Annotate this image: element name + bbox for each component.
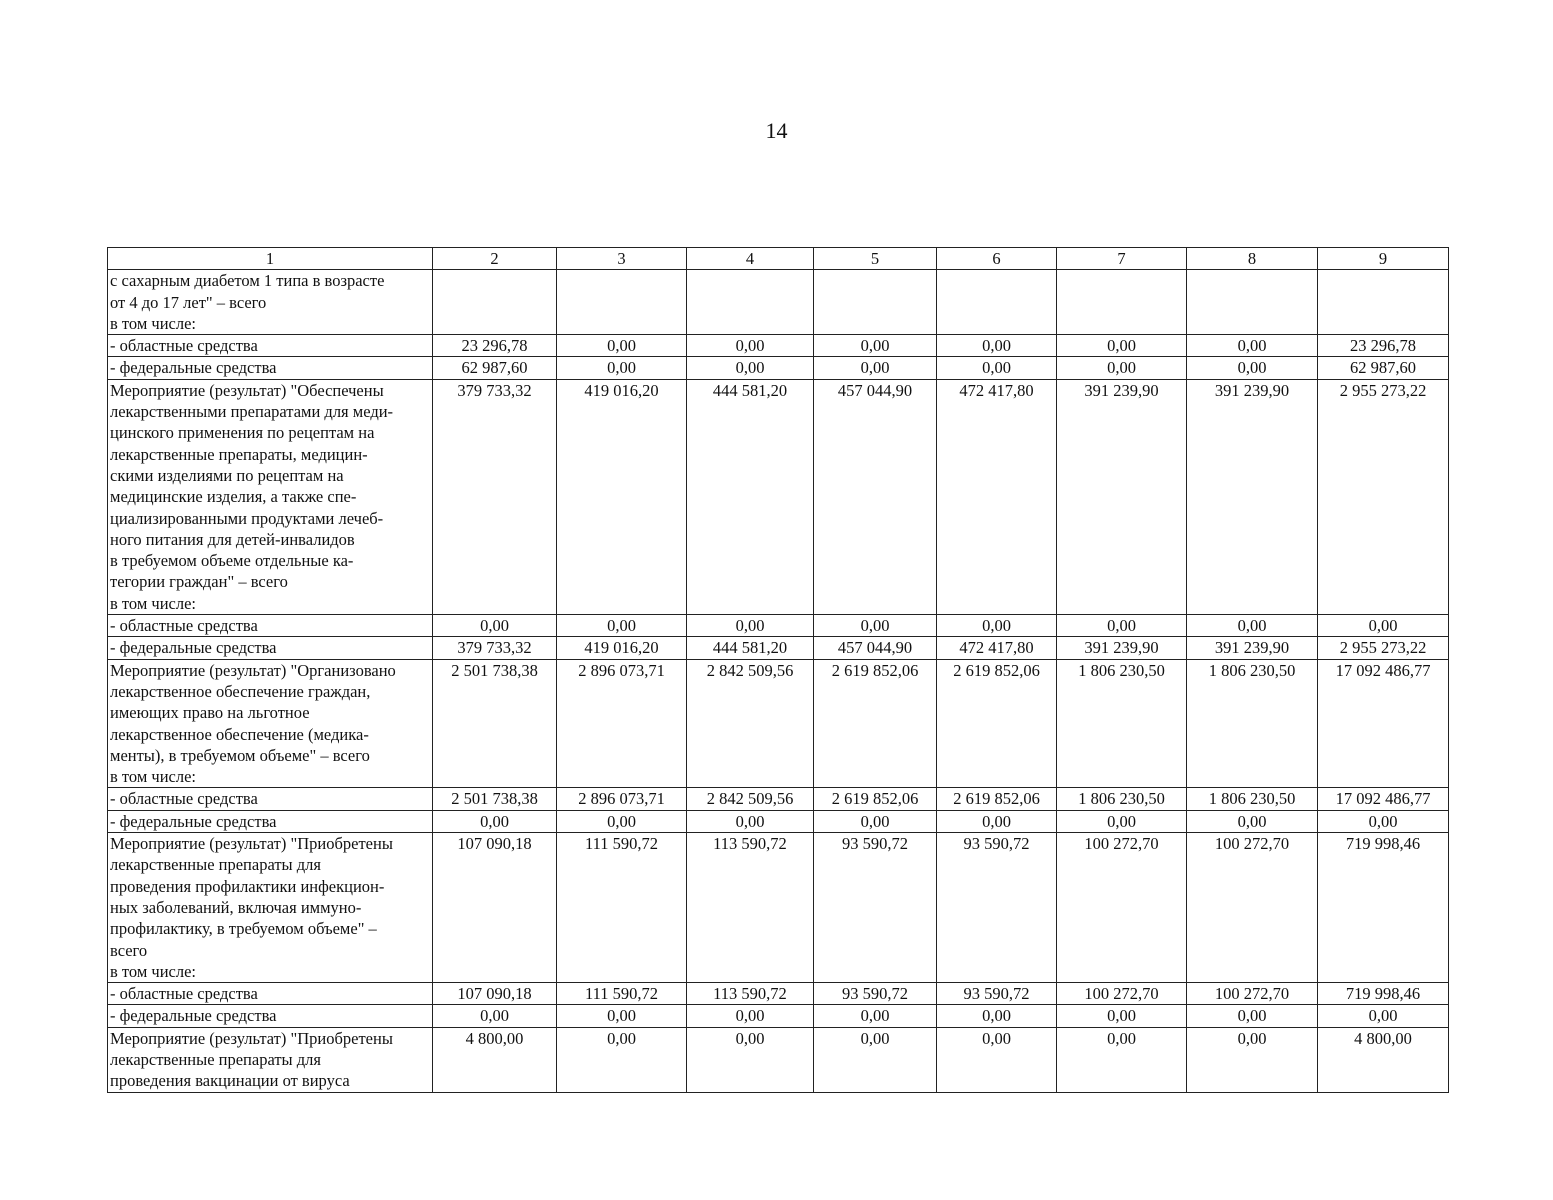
row-label: - федеральные средства (108, 1005, 433, 1027)
value-cell: 0,00 (1057, 357, 1187, 379)
value-cell: 0,00 (433, 1005, 557, 1027)
value-cell: 100 272,70 (1187, 983, 1318, 1005)
row-label: - областные средства (108, 983, 433, 1005)
value-cell: 0,00 (1187, 1005, 1318, 1027)
value-cell: 111 590,72 (557, 833, 687, 983)
value-cell (937, 270, 1057, 335)
value-cell: 2 619 852,06 (814, 659, 937, 788)
value-cell: 23 296,78 (433, 335, 557, 357)
column-number-cell: 8 (1187, 248, 1318, 270)
value-cell: 100 272,70 (1057, 983, 1187, 1005)
value-cell: 0,00 (937, 810, 1057, 832)
value-cell: 2 842 509,56 (687, 659, 814, 788)
value-cell (1187, 270, 1318, 335)
column-number-cell: 3 (557, 248, 687, 270)
value-cell: 0,00 (557, 810, 687, 832)
table-row (108, 1005, 1449, 1027)
value-cell: 0,00 (1187, 810, 1318, 832)
table-row (108, 983, 1449, 1005)
value-cell (557, 270, 687, 335)
row-label: - федеральные средства (108, 810, 433, 832)
value-cell: 93 590,72 (937, 833, 1057, 983)
value-cell: 2 501 738,38 (433, 788, 557, 810)
value-cell: 62 987,60 (433, 357, 557, 379)
value-cell: 4 800,00 (433, 1027, 557, 1092)
value-cell: 719 998,46 (1318, 983, 1449, 1005)
value-cell: 0,00 (937, 357, 1057, 379)
row-label: Мероприятие (результат) "Организовано лекарственное обеспечение граждан, имеющих право на льготное лекарственное обеспечение (медика- менты), в требуемом объеме" – всего в том числе: (108, 659, 433, 788)
value-cell: 0,00 (1057, 1027, 1187, 1092)
value-cell: 0,00 (687, 1005, 814, 1027)
table-row (108, 357, 1449, 379)
value-cell: 0,00 (937, 1027, 1057, 1092)
value-cell: 457 044,90 (814, 637, 937, 659)
column-number-cell: 6 (937, 248, 1057, 270)
value-cell: 100 272,70 (1057, 833, 1187, 983)
value-cell: 0,00 (814, 810, 937, 832)
budget-table-container (107, 247, 1448, 1093)
value-cell: 0,00 (814, 1027, 937, 1092)
value-cell: 2 955 273,22 (1318, 637, 1449, 659)
value-cell: 0,00 (557, 1005, 687, 1027)
value-cell (814, 270, 937, 335)
value-cell: 0,00 (557, 1027, 687, 1092)
value-cell: 62 987,60 (1318, 357, 1449, 379)
value-cell: 0,00 (1187, 1027, 1318, 1092)
column-number-cell: 4 (687, 248, 814, 270)
value-cell: 0,00 (1057, 335, 1187, 357)
value-cell: 419 016,20 (557, 379, 687, 614)
row-label: с сахарным диабетом 1 типа в возрасте от 4 до 17 лет" – всего в том числе: (108, 270, 433, 335)
value-cell: 0,00 (1187, 615, 1318, 637)
value-cell: 472 417,80 (937, 379, 1057, 614)
value-cell: 0,00 (433, 810, 557, 832)
value-cell: 93 590,72 (814, 983, 937, 1005)
value-cell: 391 239,90 (1187, 379, 1318, 614)
column-number-cell: 1 (108, 248, 433, 270)
value-cell: 93 590,72 (937, 983, 1057, 1005)
value-cell: 0,00 (814, 1005, 937, 1027)
value-cell: 1 806 230,50 (1057, 788, 1187, 810)
table-body (108, 248, 1449, 1093)
value-cell: 111 590,72 (557, 983, 687, 1005)
value-cell: 17 092 486,77 (1318, 659, 1449, 788)
value-cell: 391 239,90 (1187, 637, 1318, 659)
value-cell: 0,00 (1187, 335, 1318, 357)
row-label: - областные средства (108, 788, 433, 810)
row-label: Мероприятие (результат) "Приобретены лекарственные препараты для проведения вакцинации от вируса (108, 1027, 433, 1092)
value-cell: 379 733,32 (433, 379, 557, 614)
table-row (108, 810, 1449, 832)
value-cell: 0,00 (557, 357, 687, 379)
value-cell: 0,00 (433, 615, 557, 637)
value-cell: 2 842 509,56 (687, 788, 814, 810)
value-cell: 0,00 (814, 335, 937, 357)
row-label: Мероприятие (результат) "Обеспечены лекарственными препаратами для меди- цинского применения по рецептам на лекарственные препараты, медицин- скими изделиями по рецептам на медицинские изделия, а также спе- циализированными продуктами лечеб- ного питания для детей-инвалидов в требуемом объеме отдельные ка- тегории граждан" – всего в том числе: (108, 379, 433, 614)
value-cell: 2 501 738,38 (433, 659, 557, 788)
value-cell: 0,00 (1057, 810, 1187, 832)
value-cell: 0,00 (937, 335, 1057, 357)
value-cell: 113 590,72 (687, 983, 814, 1005)
column-number-cell: 7 (1057, 248, 1187, 270)
value-cell: 0,00 (1057, 1005, 1187, 1027)
value-cell: 1 806 230,50 (1187, 788, 1318, 810)
value-cell: 2 896 073,71 (557, 788, 687, 810)
value-cell (687, 270, 814, 335)
value-cell: 0,00 (814, 615, 937, 637)
table-row (108, 833, 1449, 983)
value-cell: 2 896 073,71 (557, 659, 687, 788)
value-cell: 113 590,72 (687, 833, 814, 983)
value-cell: 2 619 852,06 (814, 788, 937, 810)
value-cell: 0,00 (1318, 1005, 1449, 1027)
value-cell: 2 619 852,06 (937, 788, 1057, 810)
value-cell: 0,00 (1187, 357, 1318, 379)
table-row (108, 335, 1449, 357)
value-cell: 107 090,18 (433, 833, 557, 983)
table-row (108, 637, 1449, 659)
value-cell: 0,00 (814, 357, 937, 379)
value-cell: 719 998,46 (1318, 833, 1449, 983)
column-number-cell: 2 (433, 248, 557, 270)
value-cell: 0,00 (557, 335, 687, 357)
column-number-row (108, 248, 1449, 270)
value-cell: 2 619 852,06 (937, 659, 1057, 788)
value-cell: 107 090,18 (433, 983, 557, 1005)
value-cell: 1 806 230,50 (1187, 659, 1318, 788)
value-cell (1318, 270, 1449, 335)
value-cell (1057, 270, 1187, 335)
table-row (108, 615, 1449, 637)
table-row (108, 270, 1449, 335)
page-number: 14 (765, 118, 788, 143)
value-cell: 4 800,00 (1318, 1027, 1449, 1092)
value-cell: 0,00 (1318, 615, 1449, 637)
row-label: Мероприятие (результат) "Приобретены лекарственные препараты для проведения профилактики инфекцион- ных заболеваний, включая иммуно- профилактику, в требуемом объеме" – всего в том числе: (108, 833, 433, 983)
value-cell: 419 016,20 (557, 637, 687, 659)
value-cell: 0,00 (687, 810, 814, 832)
value-cell: 379 733,32 (433, 637, 557, 659)
value-cell: 0,00 (557, 615, 687, 637)
column-number-cell: 5 (814, 248, 937, 270)
value-cell: 17 092 486,77 (1318, 788, 1449, 810)
table-row (108, 1027, 1449, 1092)
value-cell: 472 417,80 (937, 637, 1057, 659)
row-label: - федеральные средства (108, 357, 433, 379)
row-label: - областные средства (108, 335, 433, 357)
value-cell: 23 296,78 (1318, 335, 1449, 357)
table-row (108, 659, 1449, 788)
value-cell: 0,00 (687, 1027, 814, 1092)
value-cell: 0,00 (687, 335, 814, 357)
value-cell: 0,00 (1057, 615, 1187, 637)
table-row (108, 379, 1449, 614)
value-cell: 100 272,70 (1187, 833, 1318, 983)
value-cell: 444 581,20 (687, 379, 814, 614)
value-cell: 2 955 273,22 (1318, 379, 1449, 614)
row-label: - областные средства (108, 615, 433, 637)
value-cell: 457 044,90 (814, 379, 937, 614)
value-cell: 444 581,20 (687, 637, 814, 659)
value-cell (433, 270, 557, 335)
table-row (108, 788, 1449, 810)
value-cell: 391 239,90 (1057, 637, 1187, 659)
value-cell: 0,00 (687, 615, 814, 637)
value-cell: 0,00 (1318, 810, 1449, 832)
value-cell: 1 806 230,50 (1057, 659, 1187, 788)
column-number-cell: 9 (1318, 248, 1449, 270)
value-cell: 0,00 (937, 1005, 1057, 1027)
value-cell: 391 239,90 (1057, 379, 1187, 614)
row-label: - федеральные средства (108, 637, 433, 659)
budget-table (107, 247, 1449, 1093)
value-cell: 0,00 (937, 615, 1057, 637)
value-cell: 0,00 (687, 357, 814, 379)
value-cell: 93 590,72 (814, 833, 937, 983)
